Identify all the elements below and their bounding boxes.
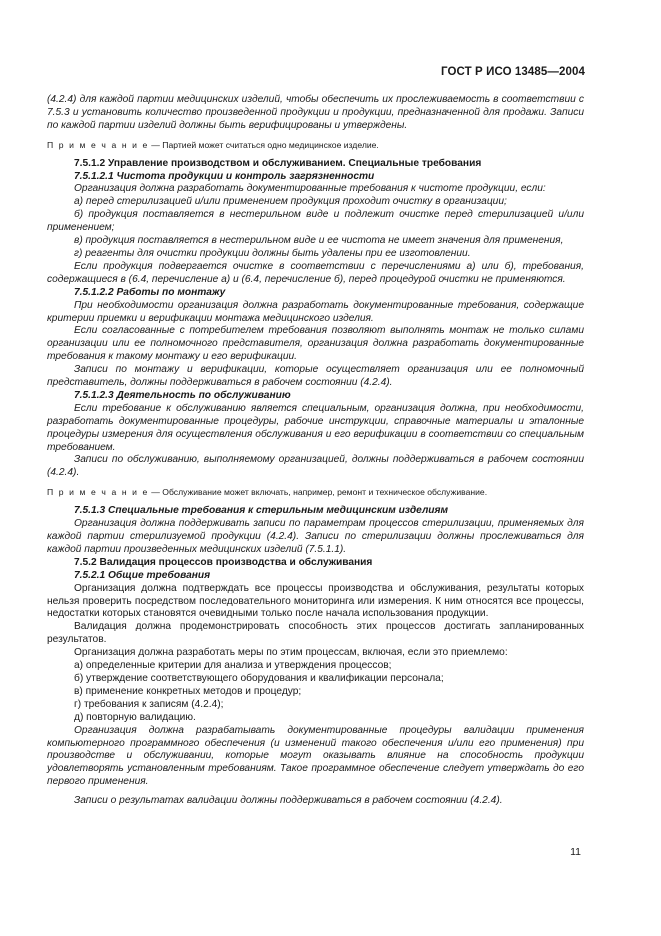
paragraph: Организация должна разрабатывать документированные процедуры валидации применения компьютерного программного обеспечения (и изменений такого обеспечения и/или его применения) при производстве и обслуживании, которые могут оказывать влияние на способность продукции удовлетворять установленным требованиям. Такое программное обеспечение следует утверждать до его первого применения. <box>47 724 584 788</box>
paragraph: Записи по монтажу и верификации, которые осуществляет организация или ее полномочный представитель, должны поддерживаться в рабочем состоянии (4.2.4). <box>47 364 584 389</box>
paragraph: д) повторную валидацию. <box>74 711 196 723</box>
note-text: — Партией может считаться одно медицинское изделие. <box>148 139 379 150</box>
note-paragraph <box>47 139 584 152</box>
section-heading: 7.5.2.1 Общие требования <box>74 569 211 581</box>
paragraph: Если продукция подвергается очистке в соответствии с перечислениями а) или б), требования, содержащиеся в (6.4, перечисление а) и (6.4, перечисление б), перед процедурой очистки не применяются. <box>47 260 584 285</box>
section-heading: 7.5.1.2.3 Деятельность по обслуживанию <box>74 389 291 401</box>
paragraph: Организация должна разработать документированные требования к чистоте продукции, если: <box>74 183 546 195</box>
paragraph: Записи по обслуживанию, выполняемому организацией, должны поддерживаться в рабочем состоянии (4.2.4). <box>47 454 584 479</box>
paragraph: а) определенные критерии для анализа и утверждения процессов; <box>74 660 392 672</box>
paragraph: Если согласованные с потребителем требования позволяют выполнять монтаж не только силами организации или ее полномочного представителя, организация должна разработать документированные требования к такому монтажу и его верификации. <box>47 325 584 363</box>
note-paragraph <box>47 486 584 499</box>
note-text: — Обслуживание может включать, например, ремонт и техническое обслуживание. <box>148 487 488 498</box>
paragraph: При необходимости организация должна разработать документированные требования, содержащие критерии приемки и верификации монтажа медицинского изделия. <box>47 299 584 324</box>
paragraph: Записи о результатах валидации должны поддерживаться в рабочем состоянии (4.2.4). <box>74 795 503 807</box>
paragraph: в) применение конкретных методов и процедур; <box>74 685 302 697</box>
document-header: ГОСТ Р ИСО 13485—2004 <box>440 66 585 78</box>
paragraph: г) требования к записям (4.2.4); <box>74 698 224 710</box>
paragraph: б) утверждение соответствующего оборудования и квалификации персонала; <box>74 672 444 684</box>
paragraph: Организация должна подтверждать все процессы производства и обслуживания, результаты которых нельзя проверить посредством последовательного мониторинга или измерения. К ним относятся все процессы, недостатки которых становятся очевидными только после начала использования продукции. <box>47 582 584 620</box>
paragraph: а) перед стерилизацией и/или применением продукция проходит очистку в организации; <box>74 196 507 208</box>
paragraph: г) реагенты для очистки продукции должны быть удалены при ее изготовлении. <box>74 247 471 259</box>
paragraph: Организация должна разработать меры по этим процессам, включая, если это приемлемо: <box>74 647 508 659</box>
paragraph: Валидация должна продемонстрировать способность этих процессов достигать запланированных результатов. <box>47 621 584 646</box>
paragraph: Если требование к обслуживанию является специальным, организация должна, при необходимости, разработать документированные процедуры, рабочие инструкции, справочные материалы и эталонные процедуры измерения для осуществления обслуживания и его верификации в соответствии со специальным требованием. <box>47 402 584 453</box>
section-heading: 7.5.1.2.1 Чистота продукции и контроль загрязненности <box>74 170 375 182</box>
note-label: П р и м е ч а н и е <box>47 139 149 150</box>
paragraph: Организация должна поддерживать записи по параметрам процессов стерилизации, применяемых для каждой партии стерилизуемой продукции (4.2.4). Записи по стерилизации должны прослеживаться для каждой партии произведенных медицинских изделий (7.5.1.1). <box>47 518 584 555</box>
paragraph: б) продукция поставляется в нестерильном виде и подлежит очистке перед стерилизацией и/или применением; <box>47 209 584 234</box>
section-heading: 7.5.1.2 Управление производством и обслуживанием. Специальные требования <box>74 157 482 169</box>
page-number: 11 <box>570 846 581 858</box>
document-body <box>47 94 584 808</box>
paragraph: (4.2.4) для каждой партии медицинских изделий, чтобы обеспечить их прослеживаемость в соответствии с 7.5.3 и установить количество произведенной продукции и продукции, предназначенной для продажи. Записи по каждой партии изделий должны быть верифицированы и утверждены. <box>47 94 584 131</box>
section-heading: 7.5.1.2.2 Работы по монтажу <box>74 286 226 298</box>
paragraph: в) продукция поставляется в нестерильном виде и ее чистота не имеет значения для применения, <box>74 235 564 247</box>
note-label: П р и м е ч а н и е <box>47 487 149 498</box>
section-heading: 7.5.2 Валидация процессов производства и обслуживания <box>74 556 373 568</box>
section-heading: 7.5.1.3 Специальные требования к стерильным медицинским изделиям <box>74 505 449 517</box>
